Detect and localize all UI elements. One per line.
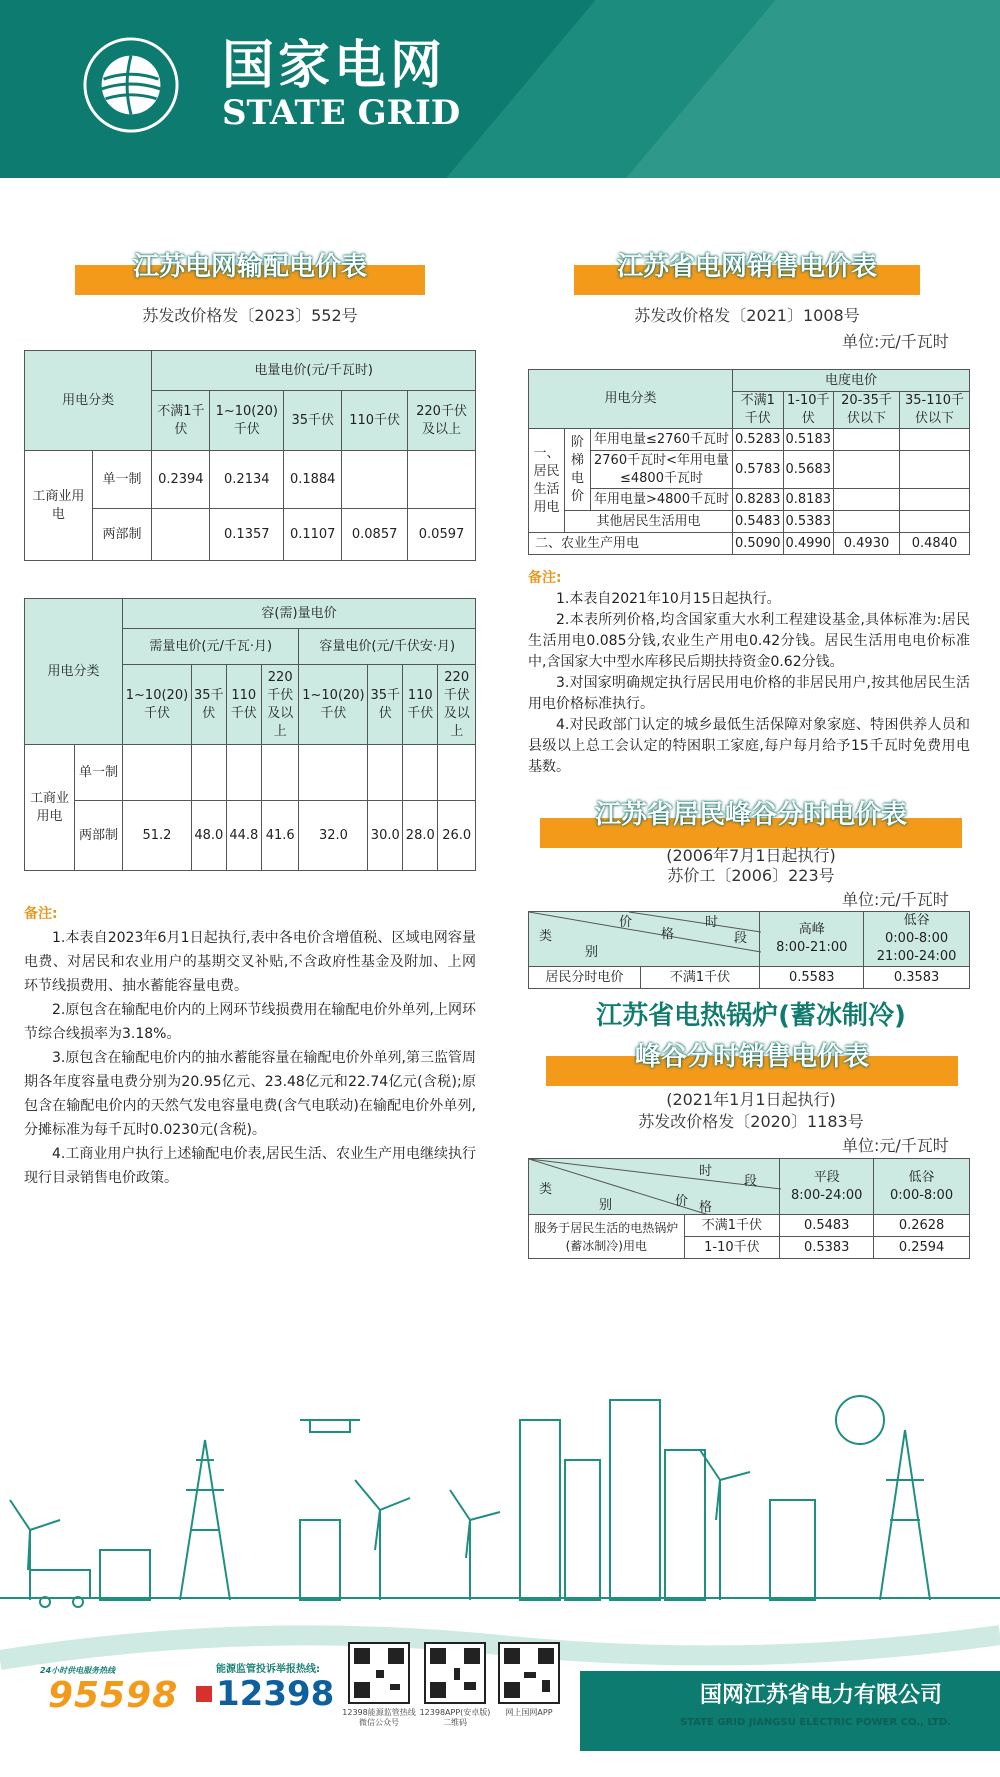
hotline-caption: 24小时供电服务热线 bbox=[40, 1666, 116, 1675]
sales-cell: 0.4990 bbox=[783, 533, 834, 555]
boiler-flat-time: 8:00-24:00 bbox=[791, 1187, 863, 1203]
t1-cell: 0.0597 bbox=[408, 509, 476, 561]
boiler-flat-value: 0.5483 bbox=[780, 1215, 874, 1237]
boiler-flat-label: 平段 bbox=[813, 1169, 840, 1185]
sales-cell: 0.5683 bbox=[783, 451, 834, 489]
sales-cell bbox=[900, 451, 970, 489]
t2-cell bbox=[299, 745, 368, 801]
tou-valley-header bbox=[864, 912, 970, 967]
header-banner bbox=[0, 0, 1000, 178]
left-notes-head: 备注: bbox=[24, 906, 58, 922]
tou-diag-lei: 类 bbox=[539, 929, 553, 944]
boiler-diag-duan: 段 bbox=[744, 1174, 758, 1189]
t2-cell bbox=[403, 745, 438, 801]
qr-caption: 网上国网APP bbox=[505, 1708, 553, 1717]
sales-cell bbox=[900, 429, 970, 451]
sales-cell: 0.5483 bbox=[733, 511, 784, 533]
t1-col: 1~10(20)千伏 bbox=[210, 391, 284, 451]
t1-cell bbox=[408, 451, 476, 509]
left-note: 2.原包含在输配电价内的上网环节线损费用在输配电价外单列,上网环节综合线损率为3.18%。 bbox=[24, 1002, 476, 1042]
tou-diag-ge: 格 bbox=[661, 927, 675, 942]
sales-col: 20-35千伏以下 bbox=[834, 392, 900, 429]
tou-diag-header bbox=[529, 912, 760, 967]
t1-col: 110千伏 bbox=[342, 391, 408, 451]
hotline-95598: 95598 bbox=[48, 1675, 179, 1716]
t2-cell bbox=[123, 745, 192, 801]
sales-unit: 单位:元/千瓦时 bbox=[842, 332, 949, 351]
sales-notes bbox=[528, 568, 970, 778]
tou-diag-shi: 时 bbox=[705, 915, 719, 930]
t2-col: 35千伏 bbox=[191, 665, 226, 745]
sales-cat-header: 用电分类 bbox=[529, 370, 733, 429]
sales-tier-name: 年用电量>4800千瓦时 bbox=[591, 489, 733, 511]
sales-cell bbox=[900, 489, 970, 511]
boiler-valley-value: 0.2628 bbox=[874, 1215, 970, 1237]
qr-code-icon[interactable] bbox=[498, 1642, 560, 1704]
t2-cell: 28.0 bbox=[403, 801, 438, 871]
tou-price-table bbox=[528, 911, 970, 989]
tou-diag-jia: 价 bbox=[619, 915, 633, 930]
sales-agri-name: 二、农业生产用电 bbox=[529, 533, 733, 555]
qr-code-icon[interactable] bbox=[424, 1642, 486, 1704]
green-city-illustration bbox=[0, 1380, 1000, 1670]
left-note: 3.原包含在输配电价内的抽水蓄能容量在输配电价外单列,第三监管周期各年度容量电费分别为20.95亿元、23.48亿元和22.74亿元(含税);原包含在输配电价内的天然气发电容量电费(含气电联动)在输配电价外单列,分摊标准为每千瓦时0.0230元(含税)。 bbox=[24, 1050, 476, 1138]
tou-peak-value: 0.5583 bbox=[760, 967, 864, 989]
t2-cell: 51.2 bbox=[123, 801, 192, 871]
t2-row-name: 单一制 bbox=[75, 745, 123, 801]
boiler-valley-value: 0.2594 bbox=[874, 1237, 970, 1259]
boiler-valley-label: 低谷 bbox=[908, 1169, 935, 1185]
t2-cell bbox=[261, 745, 299, 801]
sales-cell bbox=[834, 429, 900, 451]
tou-diag-lines bbox=[529, 912, 761, 964]
t1-group-header: 电量电价(元/千瓦时) bbox=[152, 351, 476, 391]
t2-row-group: 工商业用电 bbox=[25, 745, 75, 871]
company-en: STATE GRID JIANGSU ELECTRIC POWER CO., LTD. bbox=[680, 1717, 951, 1728]
t2-cell: 48.0 bbox=[191, 801, 226, 871]
boiler-title1: 江苏省电热锅炉(蓄冰制冷) bbox=[596, 1001, 906, 1031]
t2-cell: 41.6 bbox=[261, 801, 299, 871]
t1-cell bbox=[342, 451, 408, 509]
sales-note: 3.对国家明确规定执行居民用电价格的非居民用户,按其他居民生活用电价格标准执行。 bbox=[528, 675, 970, 712]
t2-row-name: 两部制 bbox=[75, 801, 123, 871]
sales-col: 35-110千伏以下 bbox=[900, 392, 970, 429]
t2-col: 110千伏 bbox=[403, 665, 438, 745]
t2-col: 35千伏 bbox=[368, 665, 403, 745]
t1-col: 35千伏 bbox=[284, 391, 342, 451]
qr-caption: 12398APP(安卓版)二维码 bbox=[419, 1708, 491, 1727]
t2-cat-header: 用电分类 bbox=[25, 599, 123, 745]
t2-col: 110千伏 bbox=[226, 665, 261, 745]
t2-cell bbox=[438, 745, 476, 801]
sales-cell: 0.8183 bbox=[783, 489, 834, 511]
tou-title: 江苏省居民峰谷分时电价表 bbox=[594, 800, 907, 830]
tou-diag-bie: 别 bbox=[585, 945, 599, 960]
sales-tier-name: 年用电量≤2760千瓦时 bbox=[591, 429, 733, 451]
sales-cell bbox=[834, 489, 900, 511]
sales-cell: 0.5090 bbox=[733, 533, 784, 555]
t1-cell: 0.1884 bbox=[284, 451, 342, 509]
transmission-energy-table bbox=[24, 350, 476, 561]
tou-valley-value: 0.3583 bbox=[864, 967, 970, 989]
t1-cell: 0.0857 bbox=[342, 509, 408, 561]
t2-col: 220千伏及以上 bbox=[438, 665, 476, 745]
sales-cell bbox=[834, 451, 900, 489]
sales-cell: 0.4930 bbox=[834, 533, 900, 555]
sales-group-header: 电度电价 bbox=[733, 370, 970, 392]
t2-cell: 32.0 bbox=[299, 801, 368, 871]
tou-doc-no: 苏价工〔2006〕223号 bbox=[667, 866, 835, 885]
t1-row-name: 单一制 bbox=[92, 451, 152, 509]
boiler-title2: 峰谷分时销售电价表 bbox=[634, 1042, 869, 1072]
t2-col: 1~10(20)千伏 bbox=[299, 665, 368, 745]
company-cn: 国网江苏省电力有限公司 bbox=[700, 1683, 943, 1708]
boiler-start: (2021年1月1日起执行) bbox=[666, 1090, 836, 1109]
sales-cell: 0.5783 bbox=[733, 451, 784, 489]
boiler-valley-time: 0:00-8:00 bbox=[890, 1187, 954, 1203]
sales-note: 1.本表自2021年10月15日起执行。 bbox=[556, 591, 781, 607]
boiler-valley-header bbox=[874, 1159, 970, 1215]
t2-cell: 44.8 bbox=[226, 801, 261, 871]
boiler-diag-jia: 价 bbox=[675, 1194, 689, 1209]
boiler-diag-lei: 类 bbox=[539, 1182, 553, 1197]
sales-res-label: 一、居民生活用电 bbox=[529, 429, 565, 533]
sales-tier-name: 2760千瓦时<年用电量≤4800千瓦时 bbox=[591, 451, 733, 489]
tou-row-volt: 不满1千伏 bbox=[640, 967, 760, 989]
left-note: 1.本表自2023年6月1日起执行,表中各电价含增值税、区域电网容量电费、对居民和农业用户的基期交叉补贴,不含政府性基金及附加、上网环节线损费用、抽水蓄能容量电费。 bbox=[24, 930, 476, 994]
left-title: 江苏电网输配电价表 bbox=[132, 252, 367, 282]
boiler-unit: 单位:元/千瓦时 bbox=[842, 1136, 949, 1155]
boiler-price-table bbox=[528, 1158, 970, 1259]
boiler-diag-header bbox=[529, 1159, 780, 1215]
sales-col: 不满1千伏 bbox=[733, 392, 784, 429]
t1-row-name: 两部制 bbox=[92, 509, 152, 561]
t1-col: 220千伏及以上 bbox=[408, 391, 476, 451]
energy-logo-icon bbox=[196, 1686, 212, 1702]
t2-cell: 30.0 bbox=[368, 801, 403, 871]
t2-group-header: 容(需)量电价 bbox=[123, 599, 476, 629]
energy-caption: 能源监管投诉举报热线: bbox=[216, 1664, 320, 1675]
t2-cell: 26.0 bbox=[438, 801, 476, 871]
sales-title: 江苏省电网销售电价表 bbox=[616, 252, 877, 282]
t1-row-group: 工商业用电 bbox=[25, 451, 93, 561]
tou-diag-duan: 段 bbox=[734, 931, 748, 946]
t2-cell bbox=[368, 745, 403, 801]
tou-valley-label: 低谷 bbox=[903, 913, 930, 928]
sales-cell: 0.8283 bbox=[733, 489, 784, 511]
boiler-flat-value: 0.5383 bbox=[780, 1237, 874, 1259]
boiler-row-name: 服务于居民生活的电热锅炉(蓄冰制冷)用电 bbox=[529, 1215, 685, 1259]
boiler-diag-shi: 时 bbox=[699, 1164, 713, 1179]
qr-caption: 12398能源监管热线微信公众号 bbox=[342, 1708, 416, 1727]
tou-start: (2006年7月1日起执行) bbox=[666, 846, 836, 865]
boiler-flat-header bbox=[780, 1159, 874, 1215]
t1-cell: 0.1107 bbox=[284, 509, 342, 561]
sales-note: 2.本表所列价格,均含国家重大水利工程建设基金,具体标准为:居民生活用电0.085分钱,农业生产用电0.42分钱。居民生活用电电价标准中,含国家大中型水库移民后期扶持资金0.62分钱。 bbox=[528, 612, 970, 670]
brand-cn: 国家电网 bbox=[222, 36, 447, 96]
tou-peak-label: 高峰 bbox=[798, 922, 825, 937]
boiler-diag-bie: 别 bbox=[599, 1198, 613, 1213]
sales-col: 1-10千伏 bbox=[783, 392, 834, 429]
tou-unit: 单位:元/千瓦时 bbox=[842, 890, 949, 909]
tou-peak-time: 8:00-21:00 bbox=[776, 940, 848, 955]
t2-col: 1~10(20)千伏 bbox=[123, 665, 192, 745]
qr-code-icon[interactable] bbox=[348, 1642, 410, 1704]
hotline-12398: 12398 bbox=[216, 1674, 335, 1714]
sales-tier-label: 阶梯电价 bbox=[565, 429, 591, 511]
sales-notes-head: 备注: bbox=[528, 570, 562, 586]
t1-cell: 0.2134 bbox=[210, 451, 284, 509]
sales-cell: 0.5183 bbox=[783, 429, 834, 451]
state-grid-logo-icon bbox=[82, 36, 180, 134]
sales-cell bbox=[900, 511, 970, 533]
boiler-row-volt: 1-10千伏 bbox=[684, 1237, 780, 1259]
sales-cell bbox=[834, 511, 900, 533]
sales-other-name: 其他居民生活用电 bbox=[565, 511, 733, 533]
transmission-capacity-table bbox=[24, 598, 476, 871]
boiler-doc-no: 苏发改价格发〔2020〕1183号 bbox=[638, 1112, 864, 1131]
tou-valley-time2: 21:00-24:00 bbox=[876, 949, 957, 964]
sales-note: 4.对民政部门认定的城乡最低生活保障对象家庭、特困供养人员和县级以上总工会认定的特困职工家庭,每户每月给予15千瓦时免费用电基数。 bbox=[528, 717, 970, 775]
boiler-row-volt: 不满1千伏 bbox=[684, 1215, 780, 1237]
sales-doc-no: 苏发改价格发〔2021〕1008号 bbox=[634, 306, 860, 325]
sales-price-table bbox=[528, 369, 970, 555]
sales-cell: 0.5283 bbox=[733, 429, 784, 451]
brand-en: STATE GRID bbox=[222, 93, 461, 133]
t1-cell bbox=[152, 509, 210, 561]
t2-col: 220千伏及以上 bbox=[261, 665, 299, 745]
t1-cat-header: 用电分类 bbox=[25, 351, 152, 451]
t1-cell: 0.1357 bbox=[210, 509, 284, 561]
left-doc-no: 苏发改价格发〔2023〕552号 bbox=[142, 306, 358, 325]
left-note: 4.工商业用户执行上述输配电价表,居民生活、农业生产用电继续执行现行目录销售电价政策。 bbox=[24, 1146, 476, 1186]
sales-cell: 0.4840 bbox=[900, 533, 970, 555]
t1-cell: 0.2394 bbox=[152, 451, 210, 509]
tou-peak-header bbox=[760, 912, 864, 967]
t2-cell bbox=[191, 745, 226, 801]
t2-sub1: 需量电价(元/千瓦·月) bbox=[123, 629, 299, 665]
tou-valley-time1: 0:00-8:00 bbox=[885, 931, 949, 946]
t2-sub2: 容量电价(元/千伏安·月) bbox=[299, 629, 476, 665]
sales-cell: 0.5383 bbox=[783, 511, 834, 533]
tou-row-name: 居民分时电价 bbox=[529, 967, 641, 989]
boiler-diag-ge: 格 bbox=[699, 1200, 713, 1215]
left-notes bbox=[24, 902, 476, 1190]
t1-col: 不满1千伏 bbox=[152, 391, 210, 451]
t2-cell bbox=[226, 745, 261, 801]
